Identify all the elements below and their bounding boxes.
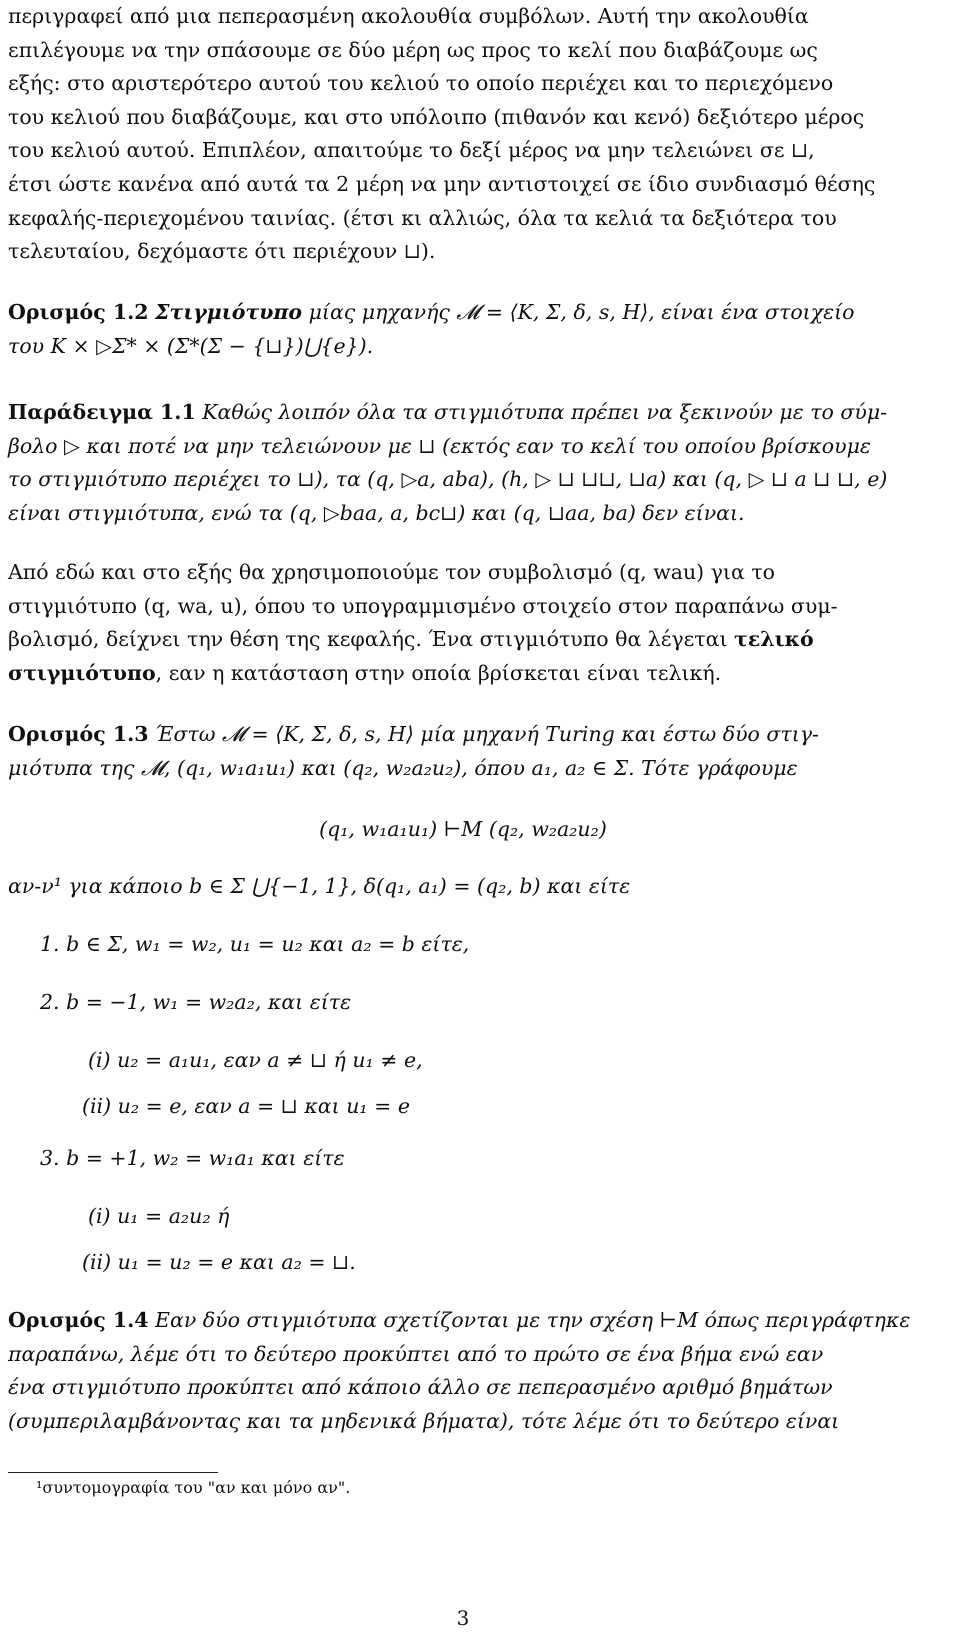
text-line: έτσι ώστε κανένα από αυτά τα 2 μέρη να μην αντιστοιχεί σε ίδιο συνδιασμό θέσης (8, 171, 876, 196)
definition-1-4 (8, 1304, 918, 1438)
definition-text: αν-ν¹ για κάποιο b ∈ Σ ⋃{−1, 1}, δ(q₁, a₁) = (q₂, b) και είτε (8, 874, 631, 898)
bold-term: στιγμιότυπο (8, 660, 156, 685)
text-line: , εαν η κατάσταση στην οποία βρίσκεται είναι τελική. (155, 660, 722, 685)
list-item: 3. b = +1, w₂ = w₁a₁ και είτε (40, 1146, 345, 1170)
text-line: επιλέγουμε να την σπάσουμε σε δύο μέρη ως προς το κελί που διαβάζουμε ως (8, 37, 818, 62)
paragraph-intro (8, 0, 918, 269)
definition-label: Ορισμός 1.2 (8, 300, 149, 324)
footnote-divider (8, 1472, 218, 1473)
list-subitem: (ii) u₁ = u₂ = e και a₂ = ⊔. (82, 1250, 356, 1274)
page-number: 3 (456, 1606, 470, 1630)
definition-label: Ορισμός 1.3 (8, 722, 149, 746)
example-label: Παράδειγμα 1.1 (8, 400, 196, 424)
footnote: ¹συντομογραφία του "αν και μόνο αν". (36, 1478, 351, 1497)
definition-1-2 (8, 296, 918, 363)
example-text: είναι στιγμιότυπα, ενώ τα (q, ▷baa, a, bc⊔) και (q, ⊔aa, ba) δεν είναι. (8, 500, 745, 525)
definition-1-3-condition (8, 870, 918, 904)
text-line: στιγμιότυπο (q, wa, u), όπου το υπογραμμισμένο στοιχείο στον παραπάνω συμ- (8, 593, 838, 618)
definition-text: ένα στιγμιότυπο προκύπτει από κάποιο άλλο σε πεπερασμένο αριθμό βημάτων (8, 1375, 833, 1400)
text-line: κεφαλής-περιεχομένου ταινίας. (έτσι κι αλλιώς, όλα τα κελιά τα δεξιότερα του (8, 205, 837, 230)
definition-text: του K × ▷Σ* × (Σ*(Σ − {⊔})⋃{e}). (8, 333, 374, 358)
definition-label: Ορισμός 1.4 (8, 1308, 149, 1332)
text-line: Από εδώ και στο εξής θα χρησιμοποιούμε τον συμβολισμό (q, wau) για το (8, 560, 776, 584)
list-item: 1. b ∈ Σ, w₁ = w₂, u₁ = u₂ και a₂ = b είτε, (40, 932, 470, 956)
paragraph-notation (8, 556, 918, 690)
definition-text: παραπάνω, λέμε ότι το δεύτερο προκύπτει από το πρώτο σε ένα βήμα ενώ εαν (8, 1341, 824, 1366)
definition-text: μιότυπα της 𝓜, (q₁, w₁a₁u₁) και (q₂, w₂a₂u₂), όπου a₁, a₂ ∈ Σ. Τότε γράφουμε (8, 755, 798, 780)
display-equation: (q₁, w₁a₁u₁) ⊢M (q₂, w₂a₂u₂) (319, 817, 607, 841)
bold-term: τελικό (734, 627, 814, 652)
list-subitem: (i) u₁ = a₂u₂ ή (88, 1204, 230, 1228)
list-item: 2. b = −1, w₁ = w₂a₂, και είτε (40, 990, 352, 1014)
text-line: βολισμό, δείχνει την θέση της κεφαλής. Ένα στιγμιότυπο θα λέγεται (8, 627, 735, 652)
definition-term: Στιγμιότυπο (155, 300, 303, 324)
text-line: περιγραφεί από μια πεπερασμένη ακολουθία συμβόλων. Αυτή την ακολουθία (8, 4, 809, 28)
text-line: τελευταίου, δεχόμαστε ότι περιέχουν ⊔). (8, 239, 436, 264)
list-subitem: (ii) u₂ = e, εαν a = ⊔ και u₁ = e (82, 1094, 410, 1118)
text-line: εξής: στο αριστερότερο αυτού του κελιού το οποίο περιέχει και το περιεχόμενο (8, 71, 834, 96)
definition-1-3 (8, 718, 918, 785)
example-text: Καθώς λοιπόν όλα τα στιγμιότυπα πρέπει να ξεκινούν με το σύμ- (195, 400, 888, 424)
definition-text: Εαν δύο στιγμιότυπα σχετίζονται με την σχέση ⊢M όπως περιγράφτηκε (148, 1308, 911, 1332)
text-line: του κελιού αυτού. Επιπλέον, απαιτούμε το δεξί μέρος να μην τελειώνει σε ⊔, (8, 138, 815, 163)
example-text: το στιγμιότυπο περιέχει το ⊔), τα (q, ▷a, aba), (h, ▷ ⊔ ⊔⊔, ⊔a) και (q, ▷ ⊔ a ⊔ ⊔, e) (8, 467, 888, 492)
definition-text: Έστω 𝓜 = ⟨K, Σ, δ, s, H⟩ μία μηχανή Turing και έστω δύο στιγ- (148, 722, 819, 746)
definition-text: (συμπεριλαμβάνοντας και τα μηδενικά βήματα), τότε λέμε ότι το δεύτερο είναι (8, 1408, 840, 1433)
example-text: βολο ▷ και ποτέ να μην τελειώνουν με ⊔ (εκτός εαν το κελί του οποίου βρίσκουμε (8, 433, 871, 458)
definition-text: μίας μηχανής 𝓜 = ⟨K, Σ, δ, s, H⟩, είναι ένα στοιχείο (302, 300, 855, 324)
example-1-1 (8, 396, 918, 530)
list-subitem: (i) u₂ = a₁u₁, εαν a ≠ ⊔ ή u₁ ≠ e, (88, 1048, 423, 1072)
text-line: του κελιού που διαβάζουμε, και στο υπόλοιπο (πιθανόν και κενό) δεξιότερο μέρος (8, 104, 865, 129)
